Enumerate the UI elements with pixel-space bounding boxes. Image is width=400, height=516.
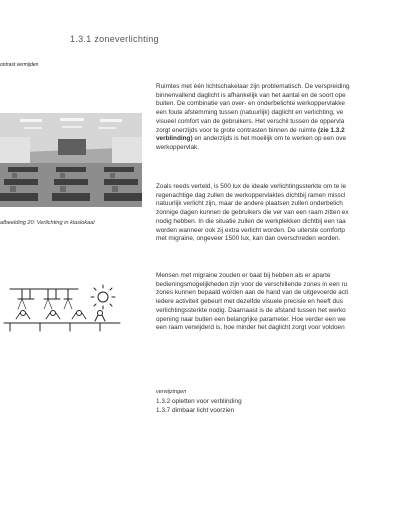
text-line: binnenvallend daglicht is afhankelijk van het aantal en de soort ope (156, 91, 346, 99)
references-list (156, 397, 242, 415)
paragraph-3 (156, 272, 400, 333)
text-line: iedere activiteit gebeurt met dezelfde visuele precisie en heeft dus (156, 298, 343, 306)
references-title: verwijzingen (156, 389, 187, 395)
text-line: een foute afstemming tussen (natuurlijk) daglicht en verlichting, ve (156, 109, 344, 117)
side-label: ontrast vermijden (0, 62, 39, 68)
text-line: Ruimtes met één lichtschakelaar zijn problematisch. De verspreiding (156, 83, 350, 90)
classroom-photo (0, 113, 142, 207)
text-line: Mensen met migraine zouden er baat bij hebben als er aparte (156, 272, 331, 279)
text-line: visueel comfort van de gebruikers. Het verschil tussen de oppervla (156, 117, 345, 125)
text-line: zorgt enerzijds voor te grote contrasten binnen de ruimte (zie 1.3.2 (156, 126, 345, 134)
text-line: zones kunnen bepaald worden aan de hand van de uitgevoerde acti (156, 289, 349, 297)
reference-link[interactable]: 1.3.2 opletten voor verblinding (156, 398, 242, 405)
reference-link[interactable]: 1.3.7 dimbaar licht voorzien (156, 407, 235, 414)
photo-caption: afbeelding 20: Verlichting in klaslokaal (0, 220, 95, 226)
text-line: een raam verwijderd is, hoe minder het daglicht zorgt voor voldoen (156, 324, 345, 332)
text-line: zonnige dagen kunnen de gebruikers die ver van een raam zitten ex (156, 209, 349, 217)
text-line: buiten. De combinatie van over- en onderbelichte werkoppervlakke (156, 100, 345, 108)
text-line: met migraine, ongeveer 1500 lux, kan dan overschreden worden. (156, 235, 341, 243)
text-line: werkoppervlak. (156, 143, 199, 151)
text-line: bedieningsmogelijkheden zijn voor de verschillende zones in een ru (156, 280, 348, 288)
text-line: verlichtingssterkte nodig. Daarnaast is de afstand tussen het werko (156, 306, 346, 314)
text-line: verblinding) en anderzijds is het moeilijk om te werken op een ove (156, 135, 347, 143)
lighting-sketch (0, 283, 128, 339)
text-line: regenachtige dag zullen de werkoppervlaktes dichtbij ramen misscl (156, 191, 346, 199)
section-heading: 1.3.1 zoneverlichting (70, 34, 159, 44)
text-line: opening naar buiten een belangrijke parameter. Hoe verder een we (156, 315, 346, 323)
text-line: nodig hebben. In die situatie zullen de werkplekken dichtbij een raa (156, 217, 346, 225)
text-line: Zoals reeds verteld, is 500 lux de ideale verlichtingssterkte om te le (156, 183, 347, 190)
text-line: natuurlijk verlicht zijn, maar de andere plaatsen zullen onderbelich (156, 200, 343, 208)
paragraph-1 (156, 83, 400, 153)
paragraph-2 (156, 183, 400, 244)
text-line: worden wanneer ook zij extra verlicht worden. De uiterste comfortp (156, 226, 345, 234)
